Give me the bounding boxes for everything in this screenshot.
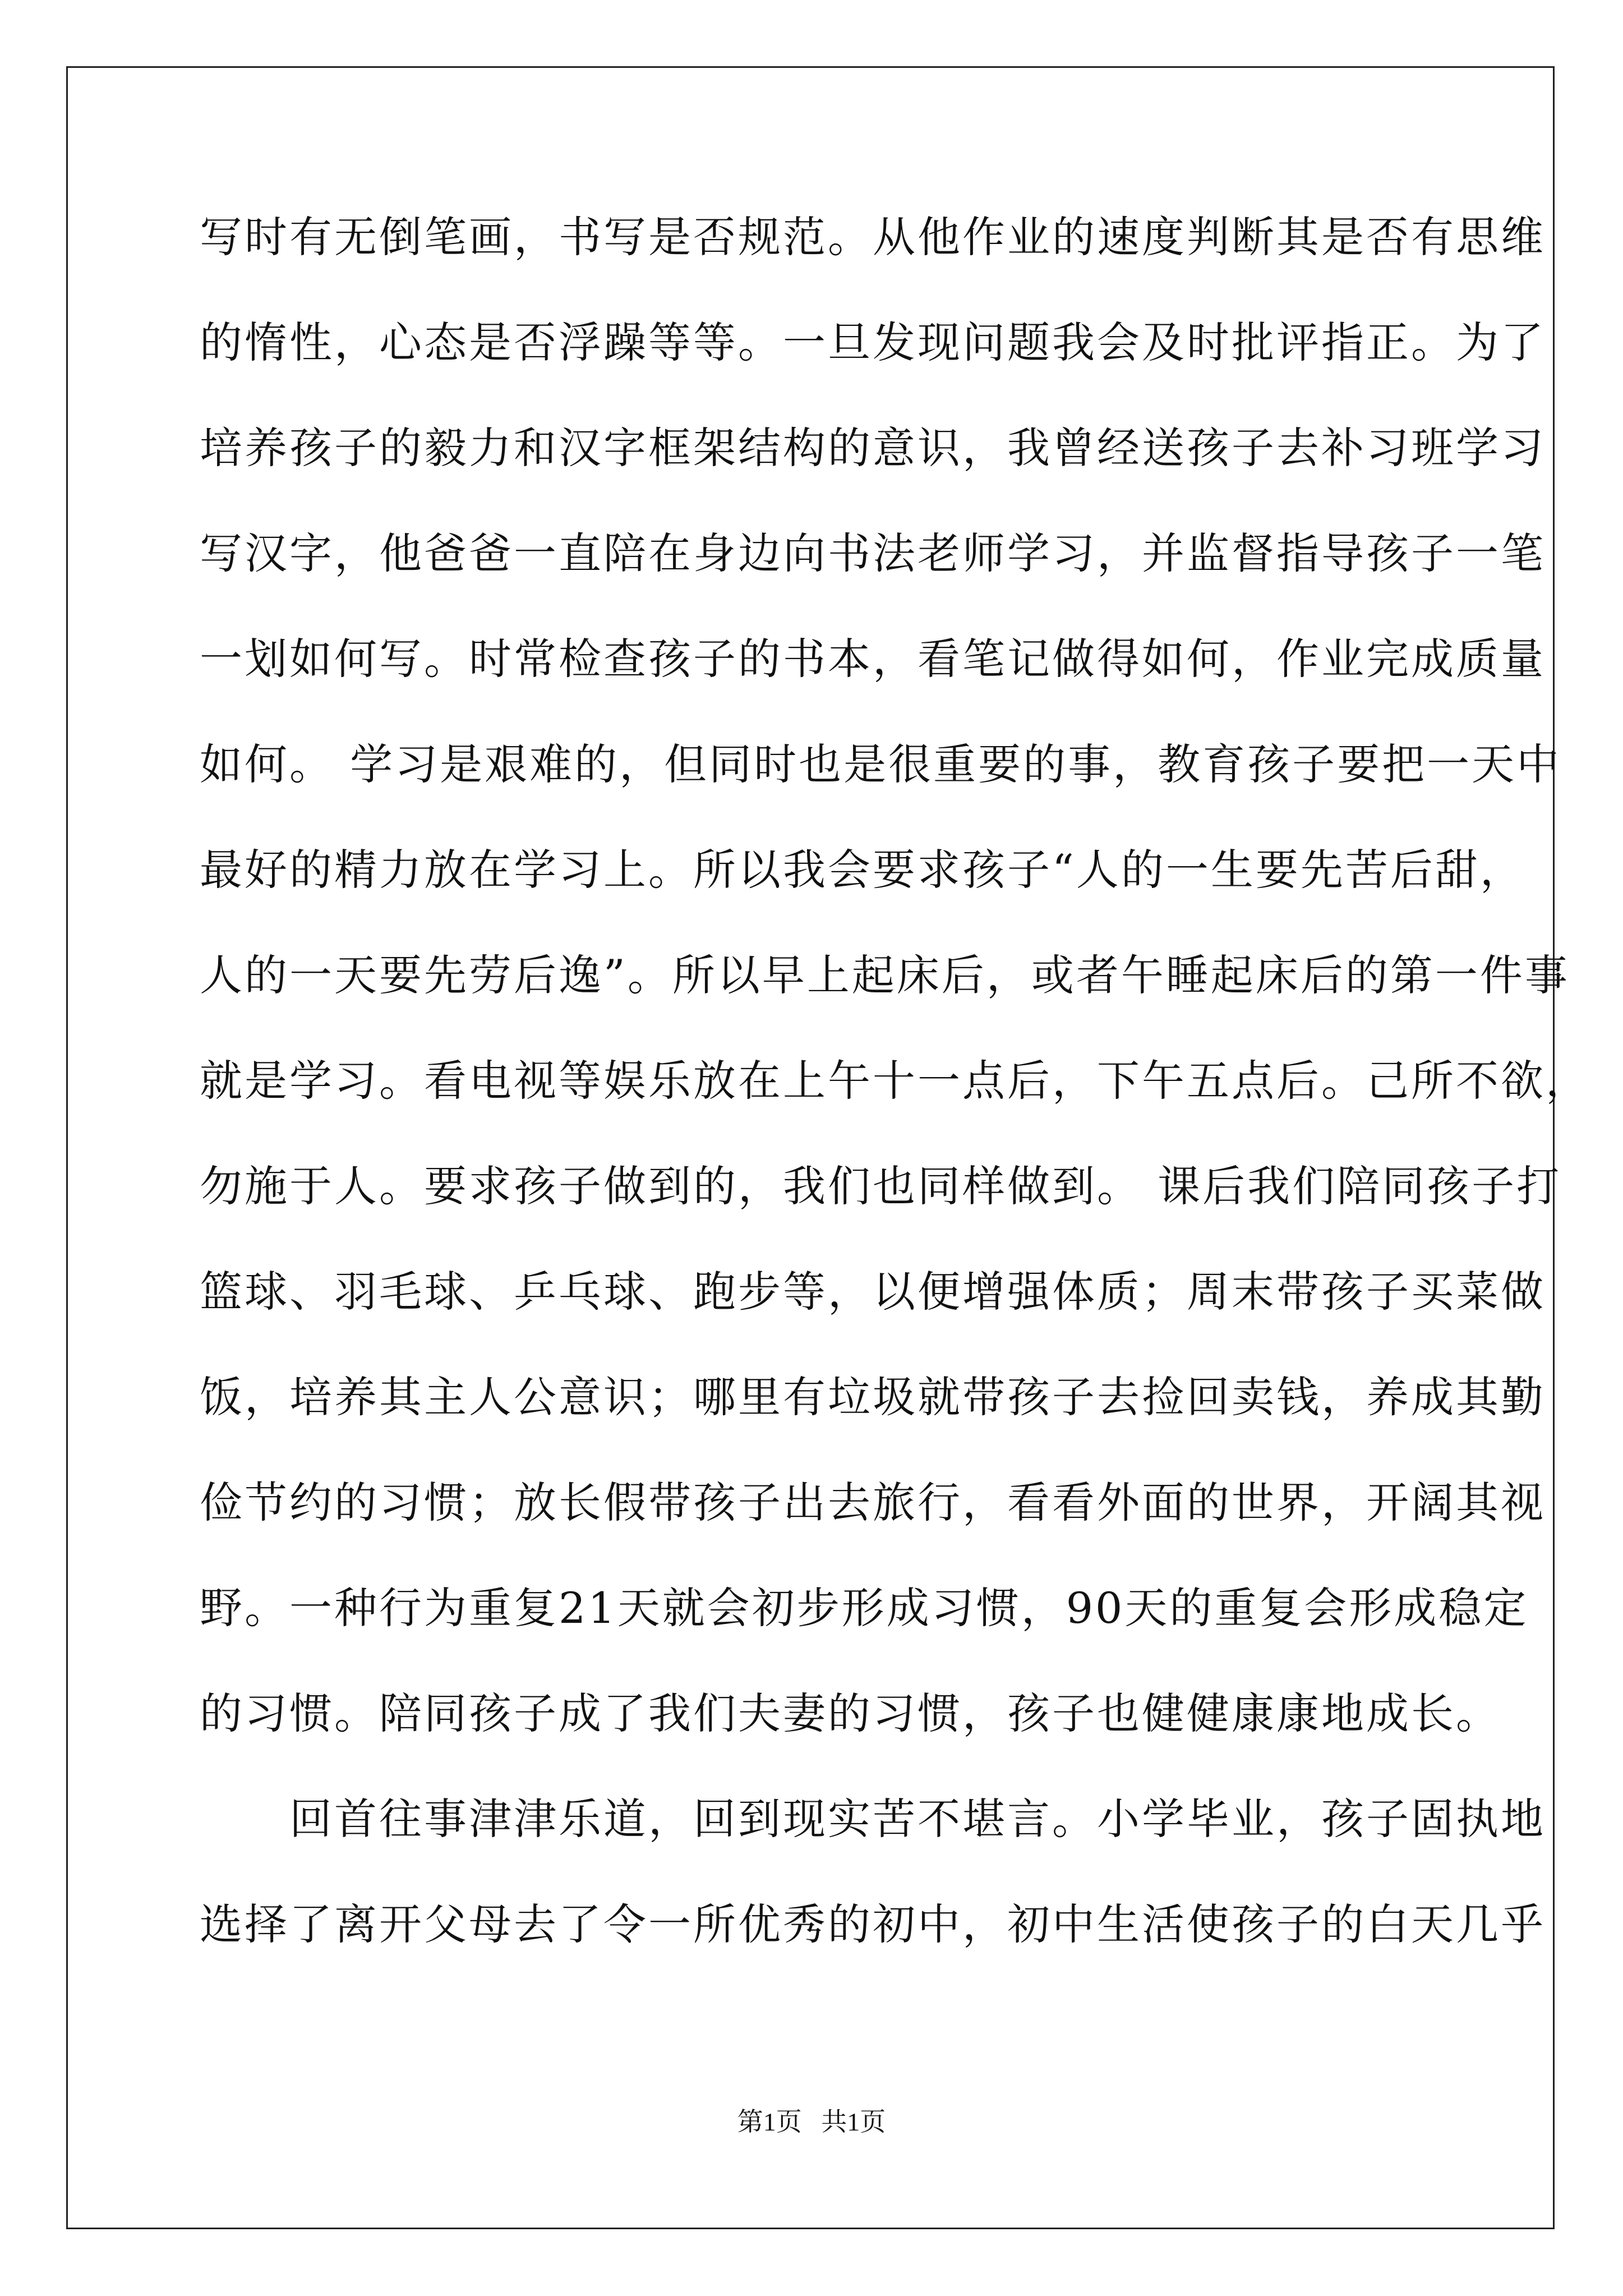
text-line: 篮球、羽毛球、乒乓球、跑步等，以便增强体质；周末带孩子买菜做 <box>200 1267 1546 1317</box>
text-line: 培养孩子的毅力和汉字框架结构的意识，我曾经送孩子去补习班学习 <box>200 423 1546 473</box>
page-footer: 第1页 共1页 <box>737 2108 886 2136</box>
text-line: 饭，培养其主人公意识；哪里有垃圾就带孩子去捡回卖钱，养成其勤 <box>200 1372 1546 1422</box>
text-line: 的习惯。陪同孩子成了我们夫妻的习惯，孩子也健健康康地成长。 <box>200 1688 1501 1738</box>
text-line: 的惰性，心态是否浮躁等等。一旦发现问题我会及时批评指正。为了 <box>200 318 1546 367</box>
text-line: 勿施于人。要求孩子做到的，我们也同样做到。 课后我们陪同孩子打 <box>200 1161 1562 1211</box>
text-line: 写汉字，他爸爸一直陪在身边向书法老师学习，并监督指导孩子一笔 <box>200 528 1546 578</box>
text-line: 选择了离开父母去了令一所优秀的初中，初中生活使孩子的白天几乎 <box>200 1899 1546 1949</box>
text-line: 一划如何写。时常检查孩子的书本，看笔记做得如何，作业完成质量 <box>200 634 1546 684</box>
text-line: 回首往事津津乐道，回到现实苦不堪言。小学毕业，孩子固执地 <box>200 1794 1546 1844</box>
text-line: 野。一种行为重复21天就会初步形成习惯，90天的重复会形成稳定 <box>200 1583 1529 1633</box>
text-line: 如何。 学习是艰难的，但同时也是很重要的事，教育孩子要把一天中 <box>200 739 1562 789</box>
text-line: 俭节约的习惯；放长假带孩子出去旅行，看看外面的世界，开阔其视 <box>200 1478 1546 1527</box>
text-line: 写时有无倒笔画，书写是否规范。从他作业的速度判断其是否有思维 <box>200 212 1546 262</box>
text-line: 最好的精力放在学习上。所以我会要求孩子“人的一生要先苦后甜， <box>200 845 1525 895</box>
text-line: 就是学习。看电视等娱乐放在上午十一点后，下午五点后。己所不欲， <box>200 1056 1590 1106</box>
text-line: 人的一天要先劳后逸”。所以早上起床后，或者午睡起床后的第一件事 <box>200 950 1570 1000</box>
